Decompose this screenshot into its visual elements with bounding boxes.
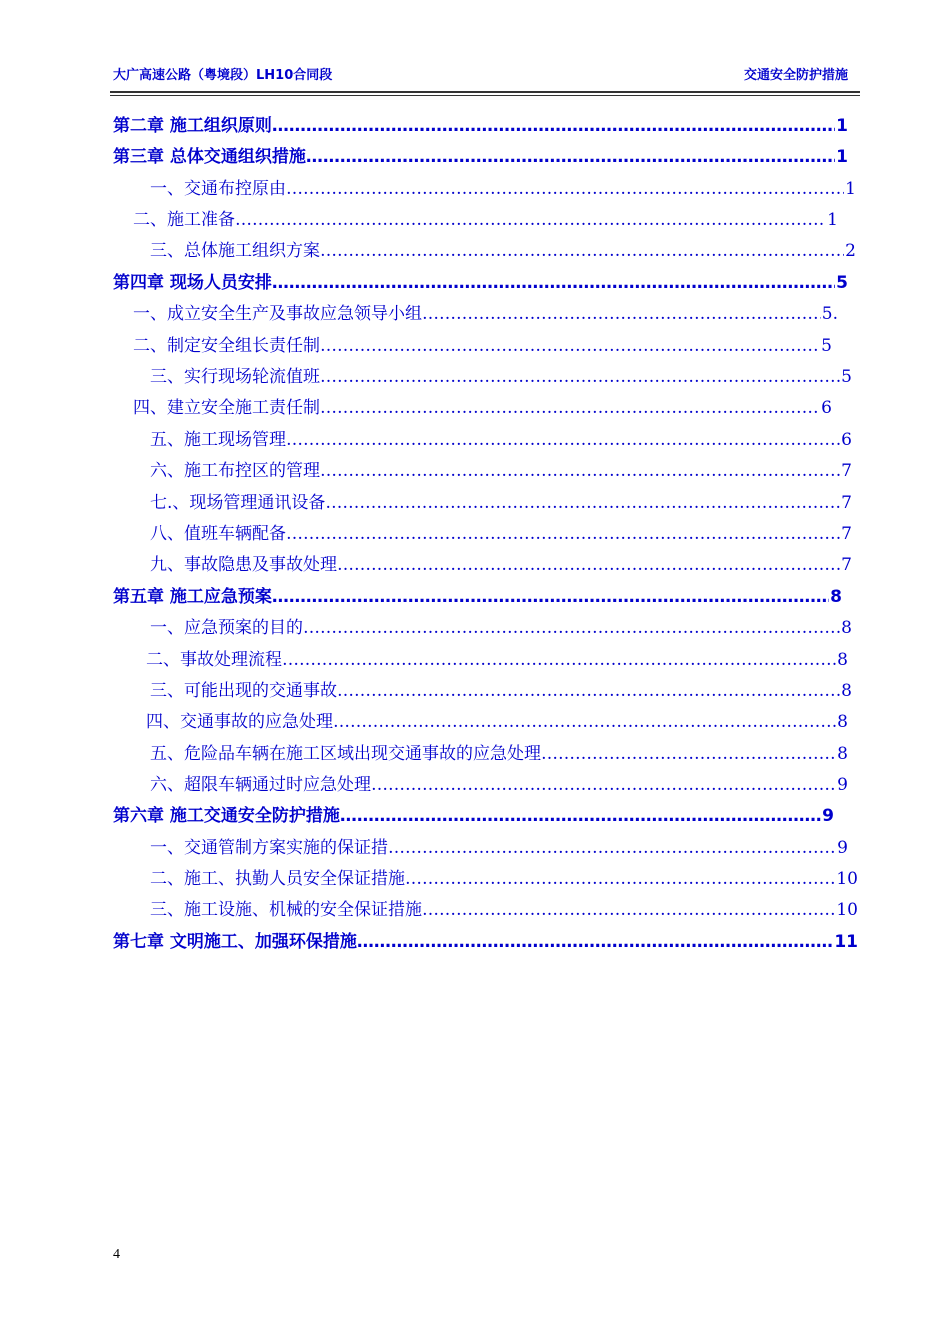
toc-section-entry[interactable] bbox=[150, 616, 852, 640]
toc-section-entry[interactable] bbox=[150, 773, 848, 797]
toc-section-entry[interactable] bbox=[150, 365, 852, 389]
toc-entry-title: 第六章 施工交通安全防护措施 bbox=[113, 806, 340, 826]
toc-entry-page-number: 8 bbox=[841, 618, 852, 638]
toc-entry-title: 一、应急预案的目的 bbox=[150, 618, 303, 638]
toc-entry-title: 六、超限车辆通过时应急处理 bbox=[150, 775, 371, 795]
toc-chapter-entry[interactable] bbox=[113, 271, 848, 295]
toc-section-entry[interactable] bbox=[150, 522, 852, 546]
toc-entry-title: 二、制定安全组长责任制 bbox=[133, 336, 320, 356]
toc-section-entry[interactable] bbox=[146, 710, 848, 734]
toc-entry-page-number: 10 bbox=[836, 900, 858, 920]
toc-entry-title: 九、事故隐患及事故处理 bbox=[150, 555, 337, 575]
toc-entry-title: 三、实行现场轮流值班 bbox=[150, 367, 320, 387]
toc-entry-title: 五、危险品车辆在施工区域出现交通事故的应急处理 bbox=[150, 744, 541, 764]
toc-section-entry[interactable] bbox=[150, 491, 852, 515]
header-project-title: 大广高速公路（粤境段）LH10合同段 bbox=[113, 68, 333, 83]
toc-entry-title: 七.、现场管理通讯设备 bbox=[150, 493, 326, 513]
toc-dot-leader bbox=[541, 742, 836, 766]
toc-dot-leader bbox=[272, 114, 835, 138]
toc-entry-title: 三、施工设施、机械的安全保证措施 bbox=[150, 900, 422, 920]
toc-section-entry[interactable] bbox=[150, 867, 858, 891]
toc-section-entry[interactable] bbox=[150, 679, 852, 703]
toc-dot-leader bbox=[325, 491, 840, 515]
toc-dot-leader bbox=[235, 208, 826, 232]
toc-entry-page-number: 8 bbox=[830, 587, 842, 607]
toc-entry-page-number: 8 bbox=[841, 681, 852, 701]
toc-entry-title: 四、建立安全施工责任制 bbox=[133, 398, 320, 418]
toc-chapter-entry[interactable] bbox=[113, 114, 848, 138]
toc-entry-title: 第五章 施工应急预案 bbox=[113, 587, 272, 607]
toc-entry-page-number: 1 bbox=[845, 179, 856, 199]
toc-entry-page-number: 8 bbox=[837, 650, 848, 670]
toc-dot-leader bbox=[337, 679, 840, 703]
toc-entry-title: 一、交通管制方案实施的保证措 bbox=[150, 838, 388, 858]
toc-entry-page-number: 7 bbox=[841, 555, 852, 575]
toc-dot-leader bbox=[320, 365, 840, 389]
toc-entry-page-number: 2 bbox=[845, 241, 856, 261]
toc-section-entry[interactable] bbox=[133, 396, 832, 420]
toc-entry-title: 第四章 现场人员安排 bbox=[113, 273, 272, 293]
toc-dot-leader bbox=[320, 396, 820, 420]
toc-entry-page-number: 8 bbox=[837, 712, 848, 732]
toc-entry-title: 一、交通布控原由 bbox=[150, 179, 286, 199]
toc-dot-leader bbox=[286, 522, 840, 546]
toc-entry-page-number: 7 bbox=[841, 524, 852, 544]
toc-dot-leader bbox=[303, 616, 840, 640]
toc-dot-leader bbox=[272, 585, 829, 609]
toc-entry-title: 二、施工准备 bbox=[133, 210, 235, 230]
toc-entry-title: 一、成立安全生产及事故应急领导小组 bbox=[133, 304, 422, 324]
toc-dot-leader bbox=[333, 710, 836, 734]
toc-entry-page-number: 6 bbox=[821, 398, 832, 418]
toc-entry-page-number: 11 bbox=[834, 932, 858, 952]
toc-section-entry[interactable] bbox=[150, 553, 852, 577]
toc-entry-title: 第三章 总体交通组织措施 bbox=[113, 147, 306, 167]
toc-dot-leader bbox=[272, 271, 835, 295]
toc-dot-leader bbox=[286, 428, 840, 452]
toc-entry-page-number: 9 bbox=[837, 838, 848, 858]
toc-dot-leader bbox=[320, 459, 840, 483]
toc-entry-title: 三、可能出现的交通事故 bbox=[150, 681, 337, 701]
toc-entry-page-number: 9 bbox=[837, 775, 848, 795]
toc-entry-page-number: 8 bbox=[837, 744, 848, 764]
toc-entry-title: 三、总体施工组织方案 bbox=[150, 241, 320, 261]
page-number: 4 bbox=[113, 1247, 120, 1262]
toc-entry-page-number: 9 bbox=[822, 806, 834, 826]
toc-entry-title: 五、施工现场管理 bbox=[150, 430, 286, 450]
toc-section-entry[interactable] bbox=[133, 302, 838, 326]
toc-dot-leader bbox=[371, 773, 836, 797]
toc-entry-page-number: 7 bbox=[841, 493, 852, 513]
toc-entry-page-number: 10 bbox=[836, 869, 858, 889]
toc-entry-title: 第七章 文明施工、加强环保措施 bbox=[113, 932, 357, 952]
toc-dot-leader bbox=[286, 177, 844, 201]
toc-entry-page-number: 7 bbox=[841, 461, 852, 481]
toc-entry-title: 二、事故处理流程 bbox=[146, 650, 282, 670]
toc-entry-page-number: 5 bbox=[836, 273, 848, 293]
toc-entry-page-number: 5 bbox=[821, 336, 832, 356]
toc-dot-leader bbox=[388, 836, 836, 860]
toc-entry-title: 八、值班车辆配备 bbox=[150, 524, 286, 544]
toc-dot-leader bbox=[320, 334, 820, 358]
toc-entry-page-number: 1 bbox=[836, 116, 848, 136]
toc-section-entry[interactable] bbox=[150, 177, 856, 201]
toc-entry-page-number: 6 bbox=[841, 430, 852, 450]
toc-entry-title: 二、施工、执勤人员安全保证措施 bbox=[150, 869, 405, 889]
toc-section-entry[interactable] bbox=[133, 334, 832, 358]
toc-section-entry[interactable] bbox=[133, 208, 838, 232]
toc-chapter-entry[interactable] bbox=[113, 930, 858, 954]
toc-dot-leader bbox=[337, 553, 840, 577]
toc-entry-title: 四、交通事故的应急处理 bbox=[146, 712, 333, 732]
toc-entry-title: 六、施工布控区的管理 bbox=[150, 461, 320, 481]
toc-dot-leader bbox=[282, 648, 836, 672]
toc-section-entry[interactable] bbox=[150, 239, 856, 263]
header-rule-thick bbox=[110, 91, 860, 93]
toc-entry-page-number: 5. bbox=[821, 304, 838, 324]
toc-section-entry[interactable] bbox=[150, 428, 852, 452]
toc-dot-leader bbox=[422, 302, 821, 326]
toc-dot-leader bbox=[306, 145, 835, 169]
toc-section-entry[interactable] bbox=[150, 836, 848, 860]
toc-dot-leader bbox=[320, 239, 844, 263]
toc-section-entry[interactable] bbox=[150, 898, 858, 922]
toc-section-entry[interactable] bbox=[146, 648, 848, 672]
header-rule-thin bbox=[110, 95, 860, 96]
toc-chapter-entry[interactable] bbox=[113, 585, 842, 609]
toc-chapter-entry[interactable] bbox=[113, 804, 834, 828]
toc-entry-page-number: 1 bbox=[827, 210, 838, 230]
toc-section-entry[interactable] bbox=[150, 742, 848, 766]
toc-entry-page-number: 1 bbox=[836, 147, 848, 167]
toc-section-entry[interactable] bbox=[150, 459, 852, 483]
toc-entry-title: 第二章 施工组织原则 bbox=[113, 116, 272, 136]
toc-chapter-entry[interactable] bbox=[113, 145, 848, 169]
toc-dot-leader bbox=[340, 804, 821, 828]
toc-dot-leader bbox=[405, 867, 835, 891]
toc-dot-leader bbox=[422, 898, 835, 922]
toc-dot-leader bbox=[357, 930, 833, 954]
toc-entry-page-number: 5 bbox=[841, 367, 852, 387]
header-document-title: 交通安全防护措施 bbox=[743, 68, 848, 83]
